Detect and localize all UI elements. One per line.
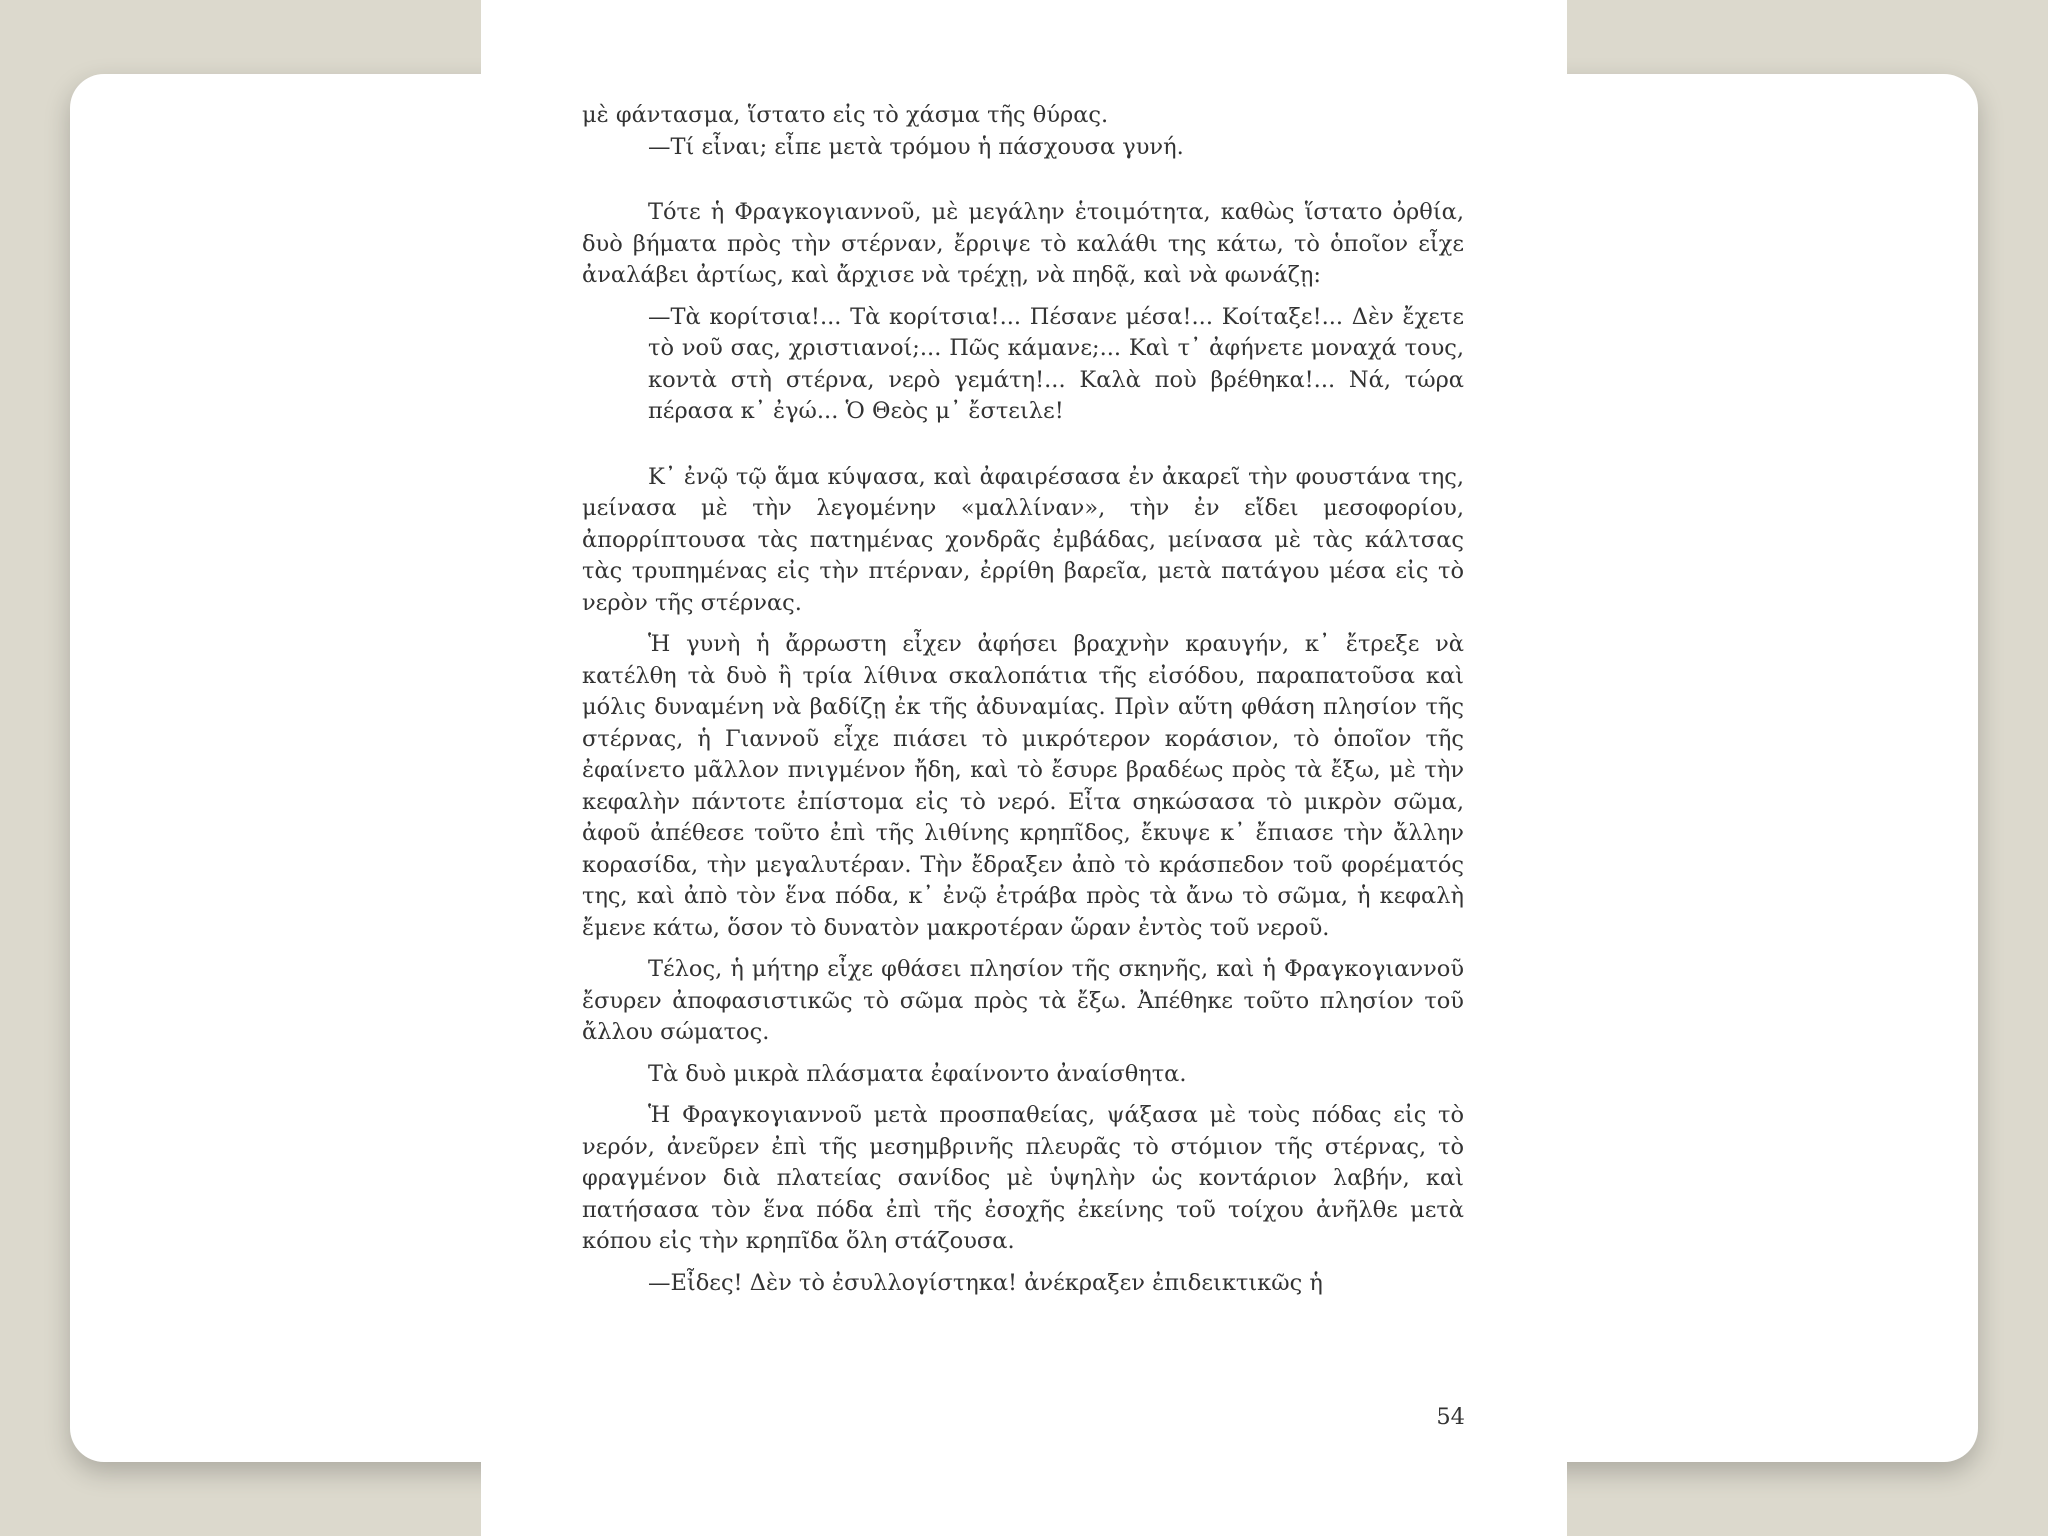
paragraph: Τὰ δυὸ μικρὰ πλάσματα ἐφαίνοντο ἀναίσθητα. — [648, 1060, 1187, 1087]
paragraph: —Τί εἶναι; εἶπε μετὰ τρόμου ἡ πάσχουσα γυνή. — [648, 133, 1184, 160]
dialogue-block: —Τὰ κορίτσια!... Τὰ κορίτσια!... Πέσανε μέσα!... Κοίταξε!... Δὲν ἔχετε τὸ νοῦ σας, χριστιανοί;... Πῶς κάμανε;... Καὶ τ᾽ ἀφήνετε μοναχά τους, κοντὰ στὴ στέρνα, νερὸ γεμάτη!... Καλὰ ποὺ βρέθηκα!... Νά, τώρα πέρασα κ᾽ ἐγώ... Ὁ Θεὸς μ᾽ ἔστειλε! — [648, 303, 1464, 424]
paragraph: —Εἶδες! Δὲν τὸ ἐσυλλογίστηκα! ἀνέκραξεν ἐπιδεικτικῶς ἡ — [648, 1269, 1323, 1296]
page-number: 54 — [1436, 1404, 1465, 1430]
paragraph: Τέλος, ἡ μήτηρ εἶχε φθάσει πλησίον τῆς σκηνῆς, καὶ ἡ Φραγκογιαννοῦ ἔσυρεν ἀποφασιστικῶς τὸ σῶμα πρὸς τὰ ἔξω. Ἀπέθηκε τοῦτο πλησίον τοῦ ἄλλου σώματος. — [582, 956, 1464, 1045]
paragraph: Κ᾽ ἐνῷ τῷ ἅμα κύψασα, καὶ ἀφαιρέσασα ἐν ἀκαρεῖ τὴν φουστάνα της, μείνασα μὲ τὴν λεγομένην «μαλλίναν», τὴν ἐν εἴδει μεσοφορίου, ἀπορρίπτουσα τὰς πατημένας χονδρᾶς ἐμβάδας, μείνασα μὲ τὰς κάλτσας τὰς τρυπημένας εἰς τὴν πτέρναν, ἐρρίθη βαρεῖα, μετὰ πατάγου μέσα εἰς τὸ νερὸν τῆς στέρνας. — [582, 463, 1464, 616]
page-text — [582, 100, 1464, 1299]
paragraph: Τότε ἡ Φραγκογιαννοῦ, μὲ μεγάλην ἑτοιμότητα, καθὼς ἵστατο ὀρθία, δυὸ βήματα πρὸς τὴν στέρναν, ἔρριψε τὸ καλάθι της κάτω, τὸ ὁποῖον εἶχε ἀναλάβει ἀρτίως, καὶ ἄρχισε νὰ τρέχῃ, νὰ πηδᾷ, καὶ νὰ φωνάζῃ: — [582, 199, 1464, 288]
paragraph: Ἡ Φραγκογιαννοῦ μετὰ προσπαθείας, ψάξασα μὲ τοὺς πόδας εἰς τὸ νερόν, ἀνεῦρεν ἐπὶ τῆς μεσημβρινῆς πλευρᾶς τὸ στόμιον τῆς στέρνας, τὸ φραγμένον διὰ πλατείας σανίδος μὲ ὑψηλὴν ὡς κοντάριον λαβήν, καὶ πατήσασα τὸν ἕνα πόδα ἐπὶ τῆς ἐσοχῆς ἐκείνης τοῦ τοίχου ἀνῆλθε μετὰ κόπου εἰς τὴν κρηπῖδα ὅλη στάζουσα. — [582, 1102, 1464, 1254]
document-page — [481, 0, 1567, 1536]
paragraph: Ἡ γυνὴ ἡ ἄρρωστη εἶχεν ἀφήσει βραχνὴν κραυγήν, κ᾽ ἔτρεξε νὰ κατέλθη τὰ δυὸ ἢ τρία λίθινα σκαλοπάτια τῆς εἰσόδου, παραπατοῦσα καὶ μόλις δυναμένη νὰ βαδίζῃ ἐκ τῆς ἀδυναμίας. Πρὶν αὕτη φθάση πλησίον τῆς στέρνας, ἡ Γιαννοῦ εἶχε πιάσει τὸ μικρότερον κοράσιον, τὸ ὁποῖον τῆς ἐφαίνετο μᾶλλον πνιγμένον ἤδη, καὶ τὸ ἔσυρε βραδέως πρὸς τὰ ἔξω, μὲ τὴν κεφαλὴν πάντοτε ἐπίστομα εἰς τὸ νερό. Εἶτα σηκώσασα τὸ μικρὸν σῶμα, ἀφοῦ ἀπέθεσε τοῦτο ἐπὶ τῆς λιθίνης κρηπῖδος, ἔκυψε κ᾽ ἔπιασε τὴν ἄλλην κορασίδα, τὴν μεγαλυτέραν. Τὴν ἔδραξεν ἀπὸ τὸ κράσπεδον τοῦ φορέματός της, καὶ ἀπὸ τὸν ἕνα πόδα, κ᾽ ἐνῷ ἐτράβα πρὸς τὰ ἄνω τὸ σῶμα, ἡ κεφαλὴ ἔμενε κάτω, ὅσον τὸ δυνατὸν μακροτέραν ὥραν ἐντὸς τοῦ νεροῦ. — [582, 631, 1464, 941]
paragraph: μὲ φάντασμα, ἵστατο εἰς τὸ χάσμα τῆς θύρας. — [582, 102, 1109, 128]
